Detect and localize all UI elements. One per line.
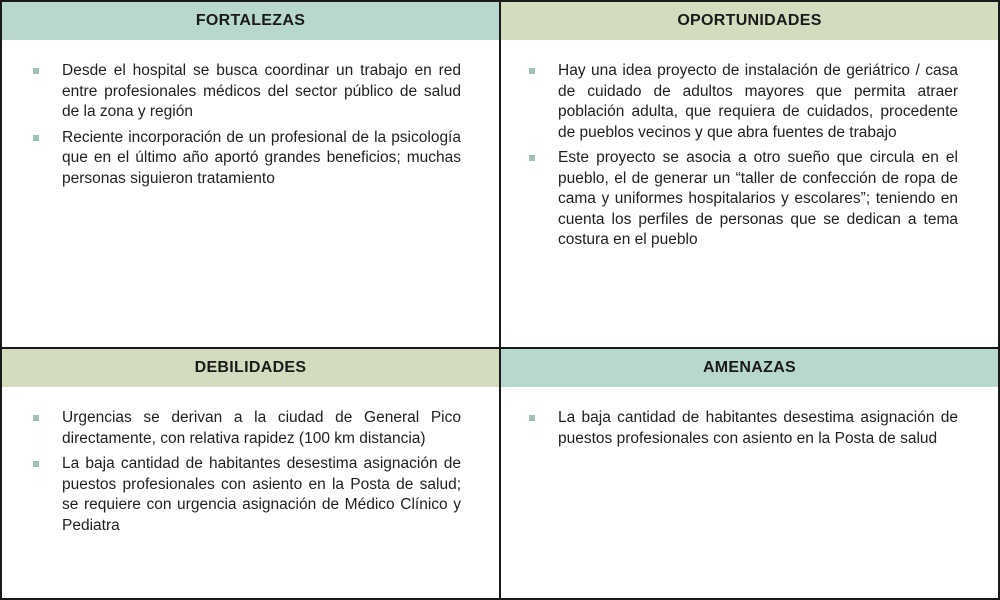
debilidades-header: DEBILIDADES — [2, 349, 499, 387]
item-text: La baja cantidad de habitantes desestima asignación de puestos profesionales con asiento en la Posta de salud — [558, 409, 958, 447]
list-item — [2, 128, 499, 190]
bullet-icon — [33, 415, 39, 421]
item-text: Este proyecto se asocia a otro sueño que circula en el pueblo, el de generar un “taller de confección de ropa de cama y uniformes hospitalarios y escolares”; teniendo en cuenta los perfiles de personas que se dedican a tema costura en el pueblo — [558, 149, 958, 248]
item-text: Desde el hospital se busca coordinar un trabajo en red entre profesionales médicos del sector público de salud de la zona y región — [62, 62, 461, 120]
bullet-icon — [33, 68, 39, 74]
oportunidades-list — [501, 40, 998, 251]
item-text: Hay una idea proyecto de instalación de geriátrico / casa de cuidado de adultos mayores que permita atraer población adulta, que requiera de cuidados, procedente de pueblos vecinos y que abra fuentes de trabajo — [558, 62, 958, 141]
item-text: La baja cantidad de habitantes desestima asignación de puestos profesionales con asiento en la Posta de salud; se requiere con urgencia asignación de Médico Clínico y Pediatra — [62, 455, 461, 534]
list-item — [501, 148, 998, 251]
amenazas-quadrant — [501, 349, 998, 598]
item-text: Reciente incorporación de un profesional de la psicología que en el último año aportó grandes beneficios; muchas personas siguieron tratamiento — [62, 128, 461, 187]
list-item — [2, 408, 499, 449]
list-item — [2, 454, 499, 536]
oportunidades-quadrant — [501, 2, 998, 349]
debilidades-quadrant — [2, 349, 501, 598]
oportunidades-header: OPORTUNIDADES — [501, 2, 998, 40]
bullet-icon — [529, 415, 535, 421]
list-item — [2, 61, 499, 123]
amenazas-header: AMENAZAS — [501, 349, 998, 387]
amenazas-list — [501, 387, 998, 449]
bullet-icon — [33, 135, 39, 141]
bullet-icon — [33, 461, 39, 467]
fortalezas-header: FORTALEZAS — [2, 2, 499, 40]
fortalezas-quadrant — [2, 2, 501, 349]
fortalezas-list — [2, 40, 499, 189]
item-text: Urgencias se derivan a la ciudad de General Pico directamente, con relativa rapidez (100 km distancia) — [62, 409, 461, 447]
bullet-icon — [529, 68, 535, 74]
bullet-icon — [529, 155, 535, 161]
list-item — [501, 61, 998, 143]
debilidades-list — [2, 387, 499, 536]
list-item — [501, 408, 998, 449]
